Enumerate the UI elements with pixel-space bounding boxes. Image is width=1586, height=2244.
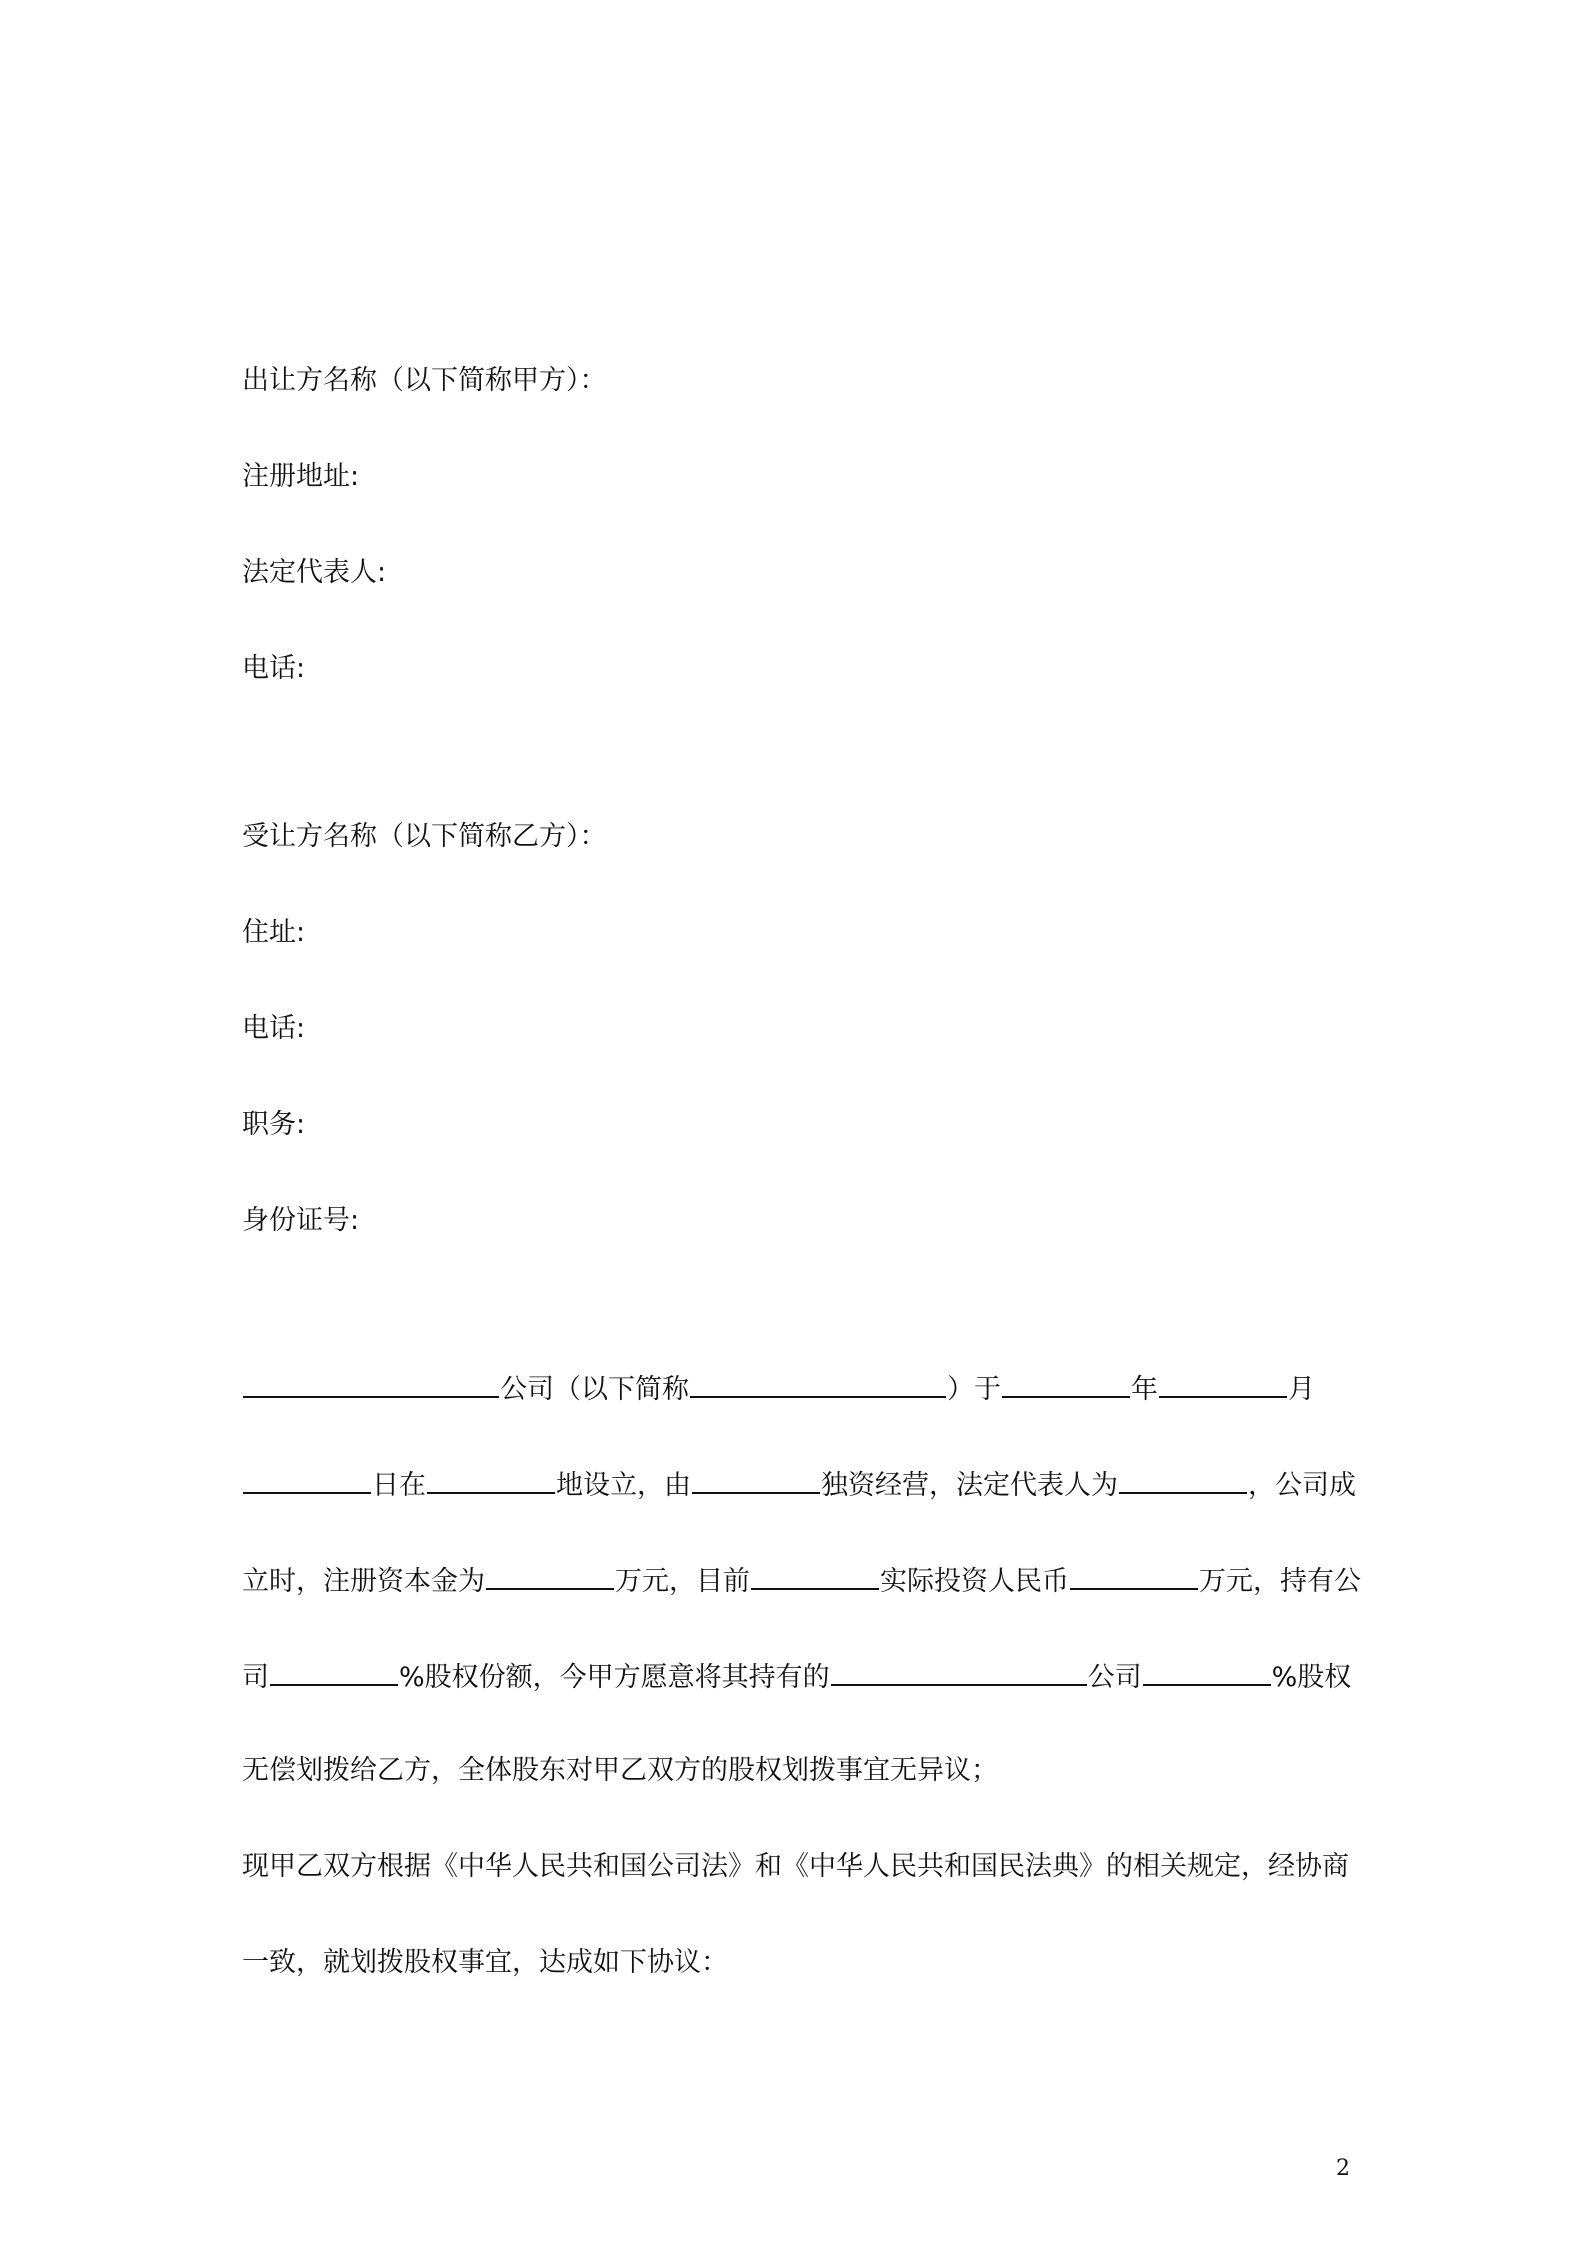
text-segment: 日在 [372, 1470, 426, 1501]
party-a-name-label: 出让方名称（以下简称甲方）： [242, 365, 607, 396]
text-segment: 万元，目前 [615, 1566, 750, 1597]
text-segment: 公司（以下简称 [500, 1374, 689, 1405]
text-segment: 司 [242, 1662, 269, 1693]
paragraph-line-3 [242, 1562, 1361, 1599]
paragraph-line-1 [242, 1370, 1315, 1407]
blank-held-company[interactable] [831, 1658, 1087, 1686]
text-segment: 万元，持有公 [1199, 1566, 1361, 1597]
text-segment: 立时，注册资本金为 [242, 1566, 485, 1597]
text-segment: 月 [1288, 1374, 1315, 1405]
blank-equity-percent[interactable] [270, 1658, 398, 1686]
text-segment: 独资经营，法定代表人为 [821, 1470, 1118, 1501]
blank-year[interactable] [1002, 1370, 1130, 1398]
party-a-address-label: 注册地址: [242, 461, 360, 492]
blank-investment-amount[interactable] [1070, 1562, 1198, 1590]
blank-location[interactable] [427, 1466, 555, 1494]
party-a-phone-label: 电话: [242, 653, 306, 684]
text-segment: 地设立，由 [556, 1470, 691, 1501]
party-b-address-label: 住址: [242, 917, 306, 948]
paragraph-line-2 [242, 1466, 1356, 1503]
blank-company-short-name[interactable] [690, 1370, 946, 1398]
party-b-phone-label: 电话: [242, 1013, 306, 1044]
party-b-name-label: 受让方名称（以下简称乙方）： [242, 821, 607, 852]
text-segment: 实际投资人民币 [880, 1566, 1069, 1597]
blank-sole-owner[interactable] [692, 1466, 820, 1494]
blank-registered-capital[interactable] [486, 1562, 614, 1590]
text-segment: 年 [1131, 1374, 1158, 1405]
party-b-id-label: 身份证号: [242, 1205, 360, 1236]
paragraph-line-6: 现甲乙双方根据《中华人民共和国公司法》和《中华人民共和国民法典》的相关规定，经协商 [242, 1851, 1349, 1882]
party-a-legal-rep-label: 法定代表人: [242, 557, 387, 588]
blank-current-investor[interactable] [751, 1562, 879, 1590]
party-b-position-label: 职务: [242, 1109, 306, 1140]
blank-company-name[interactable] [243, 1370, 499, 1398]
text-segment: ，公司成 [1248, 1470, 1356, 1501]
blank-month[interactable] [1159, 1370, 1287, 1398]
paragraph-line-4 [242, 1658, 1351, 1695]
blank-day[interactable] [243, 1466, 371, 1494]
page-number: 2 [1336, 2156, 1350, 2181]
text-segment: ）于 [947, 1374, 1001, 1405]
blank-transfer-percent[interactable] [1143, 1658, 1271, 1686]
text-segment: 公司 [1087, 1662, 1142, 1693]
paragraph-line-5: 无偿划拨给乙方，全体股东对甲乙双方的股权划拨事宜无异议； [242, 1755, 998, 1786]
text-segment: %股权份额，今甲方愿意将其持有的 [399, 1662, 830, 1693]
text-segment: %股权 [1271, 1662, 1352, 1693]
blank-legal-rep[interactable] [1119, 1466, 1247, 1494]
paragraph-line-7: 一致，就划拨股权事宜，达成如下协议： [242, 1947, 728, 1978]
